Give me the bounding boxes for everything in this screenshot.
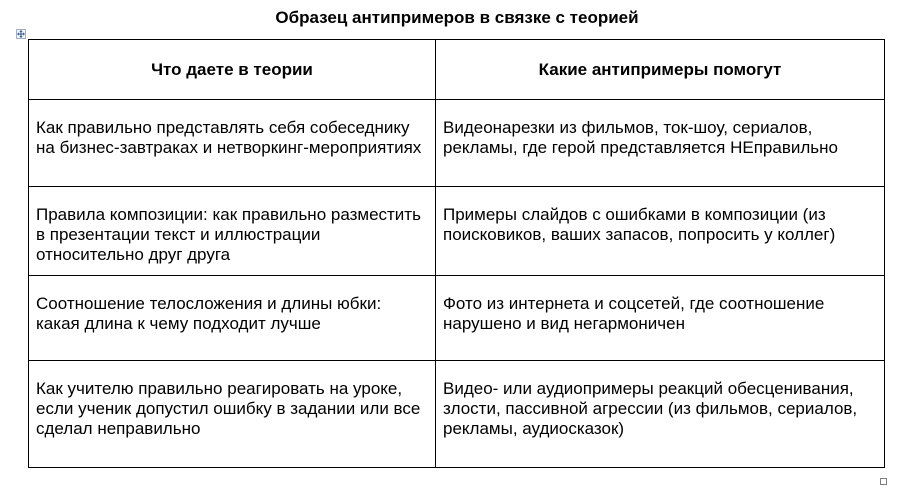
cell-theory: Как учителю правильно реагировать на уроке, если ученик допустил ошибку в задании или все сделал неправильно: [29, 361, 436, 468]
header-theory: Что даете в теории: [29, 40, 436, 100]
table-row: [29, 276, 885, 361]
cell-antiexamples: Фото из интернета и соцсетей, где соотношение нарушено и вид негармоничен: [436, 276, 885, 361]
table-row: [29, 187, 885, 276]
header-antiexamples: Какие антипримеры помогут: [436, 40, 885, 100]
cell-antiexamples: Примеры слайдов с ошибками в композиции (из поисковиков, ваших запасов, попросить у коллег): [436, 187, 885, 276]
cell-theory: Как правильно представлять себя собеседнику на бизнес-завтраках и нетворкинг-мероприятиях: [29, 100, 436, 187]
cell-antiexamples: Видео- или аудиопримеры реакций обесценивания, злости, пассивной агрессии (из фильмов, сериалов, рекламы, аудиосказок): [436, 361, 885, 468]
antiexamples-table: [28, 39, 885, 468]
table-row: [29, 100, 885, 187]
cell-antiexamples: Видеонарезки из фильмов, ток-шоу, сериалов, рекламы, где герой представляется НЕправильно: [436, 100, 885, 187]
table-resize-handle-icon[interactable]: [880, 478, 887, 485]
table-row: [29, 361, 885, 468]
table-header-row: [29, 40, 885, 100]
cell-theory: Правила композиции: как правильно разместить в презентации текст и иллюстрации относительно друг друга: [29, 187, 436, 276]
table-move-handle-icon[interactable]: [16, 29, 26, 39]
cell-theory: Соотношение телосложения и длины юбки: какая длина к чему подходит лучше: [29, 276, 436, 361]
document-title: Образец антипримеров в связке с теорией: [275, 8, 639, 27]
